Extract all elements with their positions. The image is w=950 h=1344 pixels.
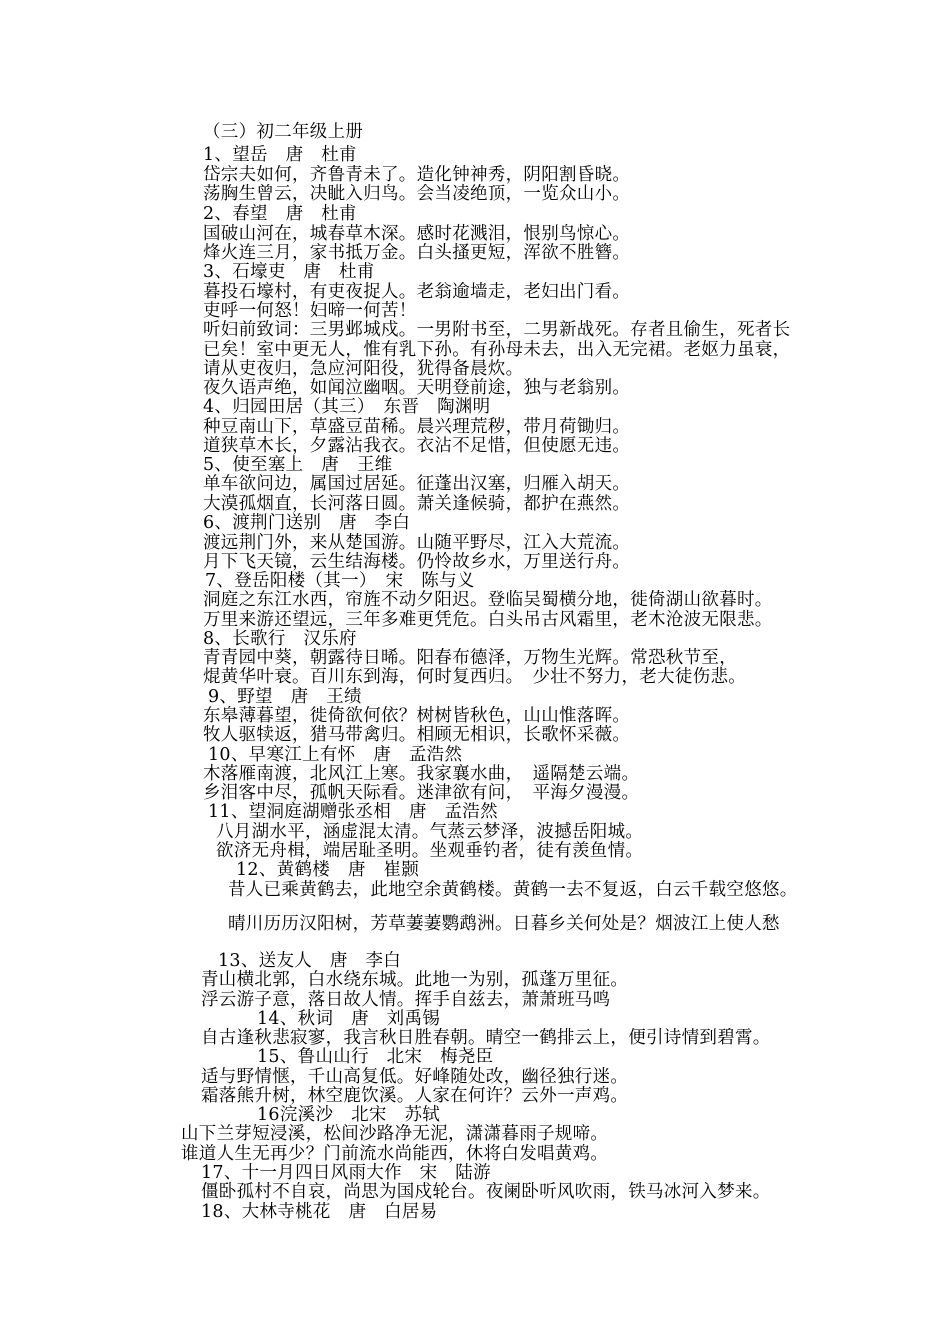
- poem-title: 10、早寒江上有怀 唐 孟浩然: [208, 745, 463, 765]
- poem-title: 12、黄鹤楼 唐 崔颢: [236, 860, 420, 880]
- poem-line: 霜落熊升树，林空鹿饮溪。人家在何许？云外一声鸡。: [201, 1086, 629, 1106]
- poem-line: 烽火连三月，家书抵万金。白头搔更短，浑欲不胜簪。: [203, 243, 631, 263]
- poem-line: 青山横北郭，白水绕东城。此地一为别，孤蓬万里征。: [201, 970, 629, 990]
- poem-line: 木落雁南渡，北风江上寒。我家襄水曲， 遥隔楚云端。: [203, 764, 640, 784]
- poem-line: 渡远荆门外，来从楚国游。山随平野尽，江入大荒流。: [203, 533, 631, 553]
- poem-line: 请从吏夜归，急应河阳役，犹得备晨炊。: [203, 359, 524, 379]
- poem-line: 月下飞天镜，云生结海楼。仍怜故乡水，万里送行舟。: [203, 552, 631, 572]
- poem-line: 大漠孤烟直，长河落日圆。萧关逢候骑，都护在燕然。: [203, 494, 631, 514]
- poem-line: 适与野情惬，千山高复低。好峰随处改，幽径独行迷。: [201, 1067, 629, 1087]
- poem-line: 东皋薄暮望，徙倚欲何依？树树皆秋色，山山惟落晖。: [203, 706, 631, 726]
- poem-line: 欲济无舟楫，端居耻圣明。坐观垂钓者，徒有羡鱼情。: [216, 841, 644, 861]
- poem-line: 浮云游子意，落日故人情。挥手自兹去，萧萧班马鸣: [201, 990, 611, 1010]
- poem-line: 荡胸生曾云，决眦入归鸟。会当凌绝顶，一览众山小。: [203, 184, 631, 204]
- poem-line: 焜黄华叶衰。百川东到海，何时复西归。 少壮不努力，老大徒伤悲。: [203, 667, 747, 687]
- poem-title: 1、望岳 唐 杜甫: [203, 145, 357, 165]
- poem-title: 4、归园田居（其三） 东晋 陶渊明: [203, 397, 491, 417]
- poem-line: 万里来游还望远，三年多难更凭危。白头吊古风霜里，老木沧波无限悲。: [203, 610, 773, 630]
- poem-line: 国破山河在，城春草木深。感时花溅泪，恨别鸟惊心。: [203, 224, 631, 244]
- poem-title: 5、使至塞上 唐 王维: [203, 455, 393, 475]
- poem-title: 11、望洞庭湖赠张丞相 唐 孟浩然: [208, 802, 498, 822]
- poem-title: 9、野望 唐 王绩: [208, 687, 362, 707]
- poem-line: 道狭草木长，夕露沾我衣。衣沾不足惜，但使愿无违。: [203, 436, 631, 456]
- poem-title: 15、鲁山山行 北宋 梅尧臣: [257, 1047, 494, 1067]
- poem-line: 山下兰芽短浸溪，松间沙路净无泥，潇潇暮雨子规啼。: [181, 1124, 609, 1144]
- poem-line: 夜久语声绝，如闻泣幽咽。天明登前途，独与老翁别。: [203, 378, 631, 398]
- poem-line: 晴川历历汉阳树，芳草萋萋鹦鹉洲。日暮乡关何处是？烟波江上使人愁: [228, 914, 780, 934]
- poem-title: 14、秋词 唐 刘禹锡: [257, 1009, 441, 1029]
- poem-line: 青青园中葵，朝露待日晞。阳春布德泽，万物生光辉。常恐秋节至，: [203, 648, 737, 668]
- poem-line: 洞庭之东江水西，帘旌不动夕阳迟。登临吴蜀横分地，徙倚湖山欲暮时。: [203, 590, 773, 610]
- poem-line: 昔人已乘黄鹤去，此地空余黄鹤楼。黄鹤一去不复返，白云千载空悠悠。: [228, 880, 798, 900]
- section-heading: （三）初二年级上册: [203, 122, 364, 142]
- poem-line: 牧人驱犊返，猎马带禽归。相顾无相识，长歌怀采薇。: [203, 725, 631, 745]
- poem-title: 3、石壕吏 唐 杜甫: [203, 262, 375, 282]
- poem-title: 17、十一月四日风雨大作 宋 陆游: [201, 1163, 491, 1183]
- poem-title: 8、长歌行 汉乐府: [203, 629, 357, 649]
- poem-title: 16浣溪沙 北宋 苏轼: [257, 1105, 441, 1125]
- poem-line: 单车欲问边，属国过居延。征蓬出汉塞，归雁入胡天。: [203, 474, 631, 494]
- poem-line: 种豆南山下，草盛豆苗稀。晨兴理荒秽，带月荷锄归。: [203, 417, 631, 437]
- poem-line: 乡泪客中尽，孤帆天际看。迷津欲有问， 平海夕漫漫。: [203, 783, 640, 803]
- poem-title: 7、登岳阳楼（其一） 宋 陈与义: [205, 571, 475, 591]
- poem-title: 2、春望 唐 杜甫: [203, 204, 357, 224]
- poem-line: 吏呼一何怒！妇啼一何苦！: [203, 301, 417, 321]
- poem-line: 八月湖水平，涵虚混太清。气蒸云梦泽，波撼岳阳城。: [216, 822, 644, 842]
- poem-line: 听妇前致词：三男邺城戍。一男附书至，二男新战死。存者且偷生，死者长: [203, 320, 791, 340]
- poem-line: 自古逢秋悲寂寥，我言秋日胜春朝。晴空一鹤排云上，便引诗情到碧霄。: [201, 1028, 771, 1048]
- poem-line: 僵卧孤村不自哀，尚思为国戍轮台。夜阑卧听风吹雨，铁马冰河入梦来。: [201, 1182, 771, 1202]
- poem-line: 谁道人生无再少？门前流水尚能西，休将白发唱黄鸡。: [181, 1144, 609, 1164]
- poem-title: 18、大林寺桃花 唐 白居易: [201, 1202, 438, 1222]
- poem-title: 6、渡荆门送别 唐 李白: [203, 513, 411, 533]
- poem-title: 13、送友人 唐 李白: [218, 951, 402, 971]
- poem-line: 已矣！室中更无人，惟有乳下孙。有孙母未去，出入无完裙。老妪力虽衰，: [203, 340, 791, 360]
- poem-line: 岱宗夫如何，齐鲁青未了。造化钟神秀，阴阳割昏晓。: [203, 165, 631, 185]
- poem-line: 暮投石壕村，有吏夜捉人。老翁逾墙走，老妇出门看。: [203, 282, 631, 302]
